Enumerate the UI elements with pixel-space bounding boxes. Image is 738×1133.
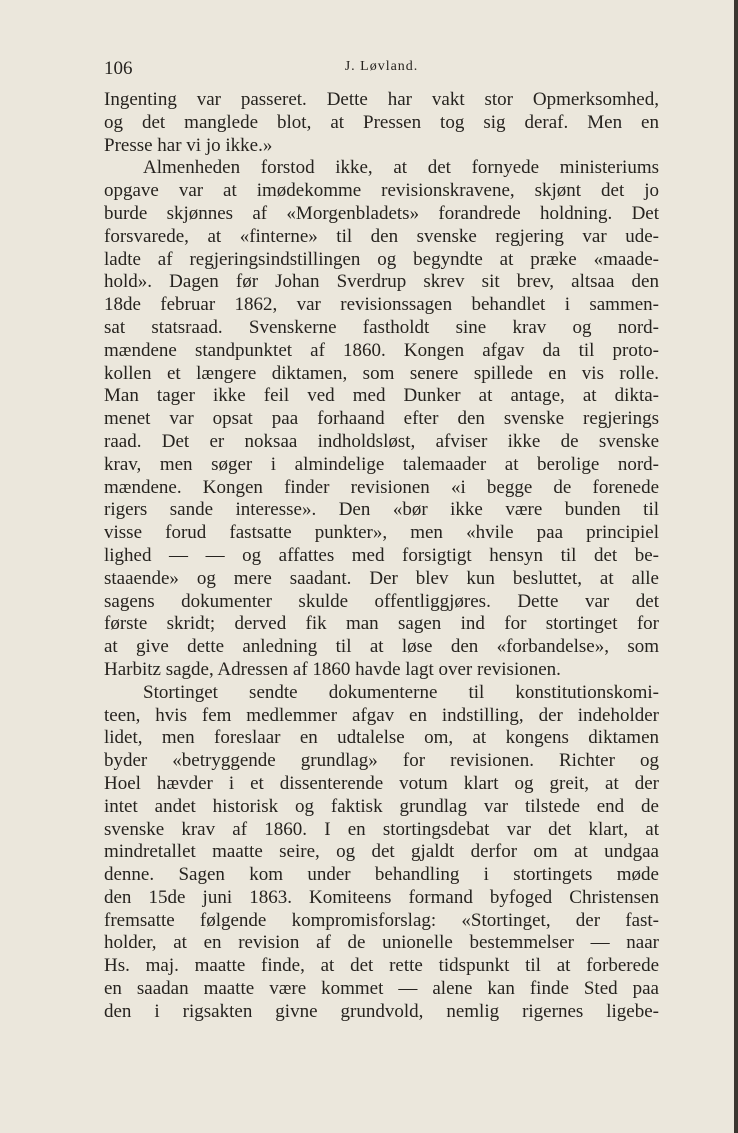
text-line: krav, men søger i almindelige talemaader at berolige nord-: [104, 453, 659, 475]
text-line: menet var opsat paa forhaand efter den svenske regjerings: [104, 408, 659, 430]
text-line: raad. Det er noksaa indholdsløst, afviser ikke de svenske: [104, 430, 659, 452]
text-line: mindretallet maatte seire, og det gjaldt derfor om at undgaa: [104, 841, 659, 863]
text-line: hold». Dagen før Johan Sverdrup skrev sit brev, altsaa den: [104, 271, 659, 293]
text-line: rigers sande interesse». Den «bør ikke være bunden til: [104, 499, 659, 521]
text-line: 18de februar 1862, var revisionssagen behandlet i sammen-: [104, 294, 659, 316]
text-line: Almenheden forstod ikke, at det fornyede ministeriums: [143, 157, 659, 179]
text-line: denne. Sagen kom under behandling i stortingets møde: [104, 864, 659, 886]
text-line: og det manglede blot, at Pressen tog sig deraf. Men en: [104, 111, 659, 133]
text-line: Man tager ikke feil ved med Dunker at antage, at dikta-: [104, 385, 659, 407]
text-line: første skridt; derved fik man sagen ind for stortinget for: [104, 613, 659, 635]
text-line: en saadan maatte være kommet — alene kan finde Sted paa: [104, 978, 659, 1000]
text-line: staaende» og mere saadant. Der blev kun besluttet, at alle: [104, 567, 659, 589]
text-line: sagens dokumenter skulde offentliggjøres. Dette var det: [104, 590, 659, 612]
page-header: [104, 56, 659, 84]
text-line: Stortinget sendte dokumenterne til konstitutionskomi-: [143, 681, 659, 703]
running-head: J. Løvland.: [344, 59, 419, 74]
text-line: lidet, men foreslaar en udtalelse om, at kongens diktamen: [104, 727, 659, 749]
text-line: burde skjønnes af «Morgenbladets» forandrede holdning. Det: [104, 202, 659, 224]
text-line: Ingenting var passeret. Dette har vakt stor Opmerksomhed,: [104, 89, 659, 110]
text-line: mændene standpunktet af 1860. Kongen afgav da til proto-: [104, 339, 659, 361]
text-line: at give dette anledning til at løse den «forbandelse», som: [104, 636, 659, 658]
text-line: teen, hvis fem medlemmer afgav en indstilling, der indeholder: [104, 704, 659, 726]
text-line: sat statsraad. Svenskerne fastholdt sine krav og nord-: [104, 316, 659, 338]
text-line: fremsatte følgende kompromisforslag: «Stortinget, der fast-: [104, 909, 659, 931]
body-text: [104, 89, 659, 1024]
text-line: intet andet historisk og faktisk grundlag var tilstede end de: [104, 795, 659, 817]
text-line: svenske krav af 1860. I en stortingsdebat var det klart, at: [104, 818, 659, 840]
text-line: den 15de juni 1863. Komiteens formand byfoged Christensen: [104, 886, 659, 908]
text-line: opgave var at imødekomme revisionskravene, skjønt det jo: [104, 180, 659, 202]
text-line: den i rigsakten givne grundvold, nemlig rigernes ligebe-: [104, 1000, 659, 1022]
text-line: Hs. maj. maatte finde, at det rette tidspunkt til at forberede: [104, 955, 659, 977]
text-line: Hoel hævder i et dissenterende votum klart og greit, at der: [104, 772, 659, 794]
text-line: Presse har vi jo ikke.»: [104, 134, 273, 156]
text-line: lighed — — og affattes med forsigtigt hensyn til det be-: [104, 544, 659, 566]
text-line: holder, at en revision af de unionelle bestemmelser — naar: [104, 932, 659, 954]
text-line: kollen et længere diktamen, som senere spillede en vis rolle.: [104, 362, 659, 384]
text-line: visse forud fastsatte punkter», men «hvile paa principiel: [104, 522, 659, 544]
text-line: ladte af regjeringsindstillingen og begyndte at præke «maade-: [104, 248, 659, 270]
page-number: 106: [104, 58, 133, 79]
text-line: Harbitz sagde, Adressen af 1860 havde lagt over revisionen.: [104, 658, 561, 680]
text-line: byder «betryggende grundlag» for revisionen. Richter og: [104, 750, 659, 772]
text-line: forsvarede, at «finterne» til den svenske regjering var ude-: [104, 225, 659, 247]
text-line: mændene. Kongen finder revisionen «i begge de forenede: [104, 476, 659, 498]
page-spine-edge: [734, 0, 738, 1133]
